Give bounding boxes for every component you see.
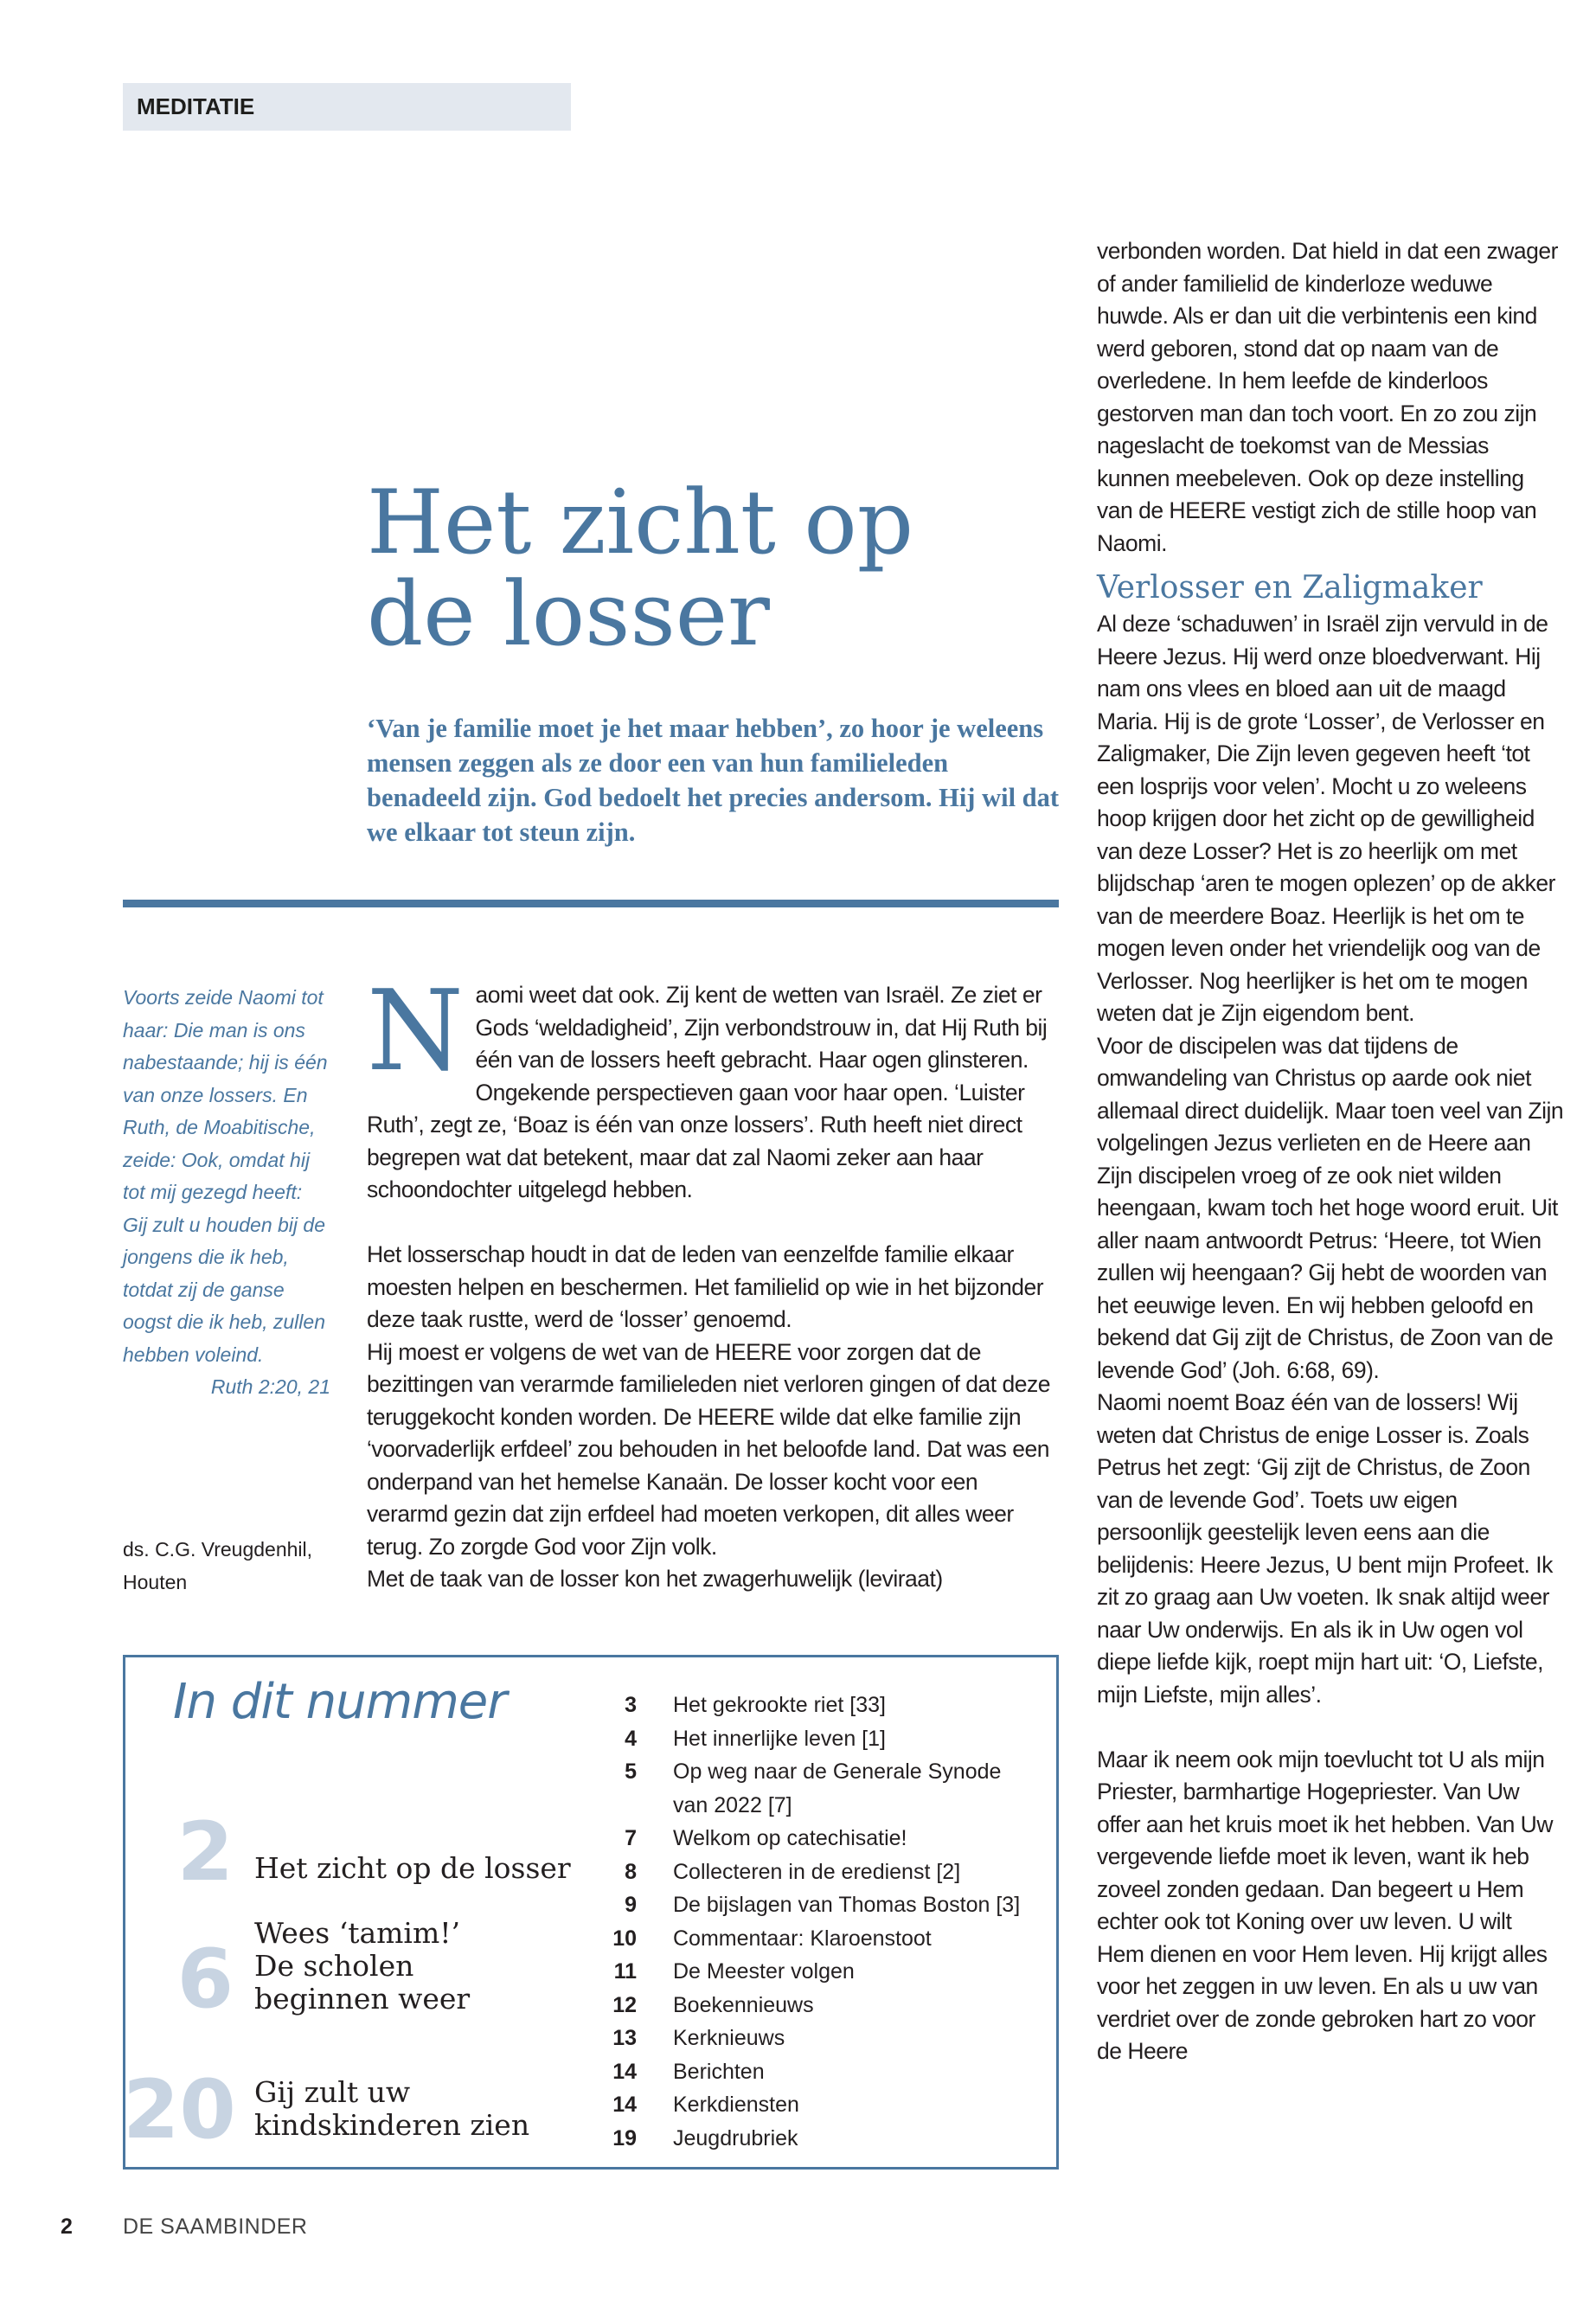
toc-item[interactable]: 10 Commentaar: Klaroenstoot	[612, 1926, 932, 1951]
featured-title[interactable]	[254, 1852, 571, 1885]
toc-item[interactable]: 12 Boekennieuws	[612, 1992, 814, 2017]
paragraph: Naomi weet dat ook. Zij kent de wetten van Israël. Ze ziet er Gods ‘weldadigheid’, Zijn verbondstrouw in, dat Hij Ruth bij één van de lossers heeft gebracht. Haar ogen glinsteren. Ongekende perspectieven gaan voor haar open. ‘Luister Ruth’, zegt ze, ‘Boaz is één van onze lossers’. Ruth heeft niet direct begrepen wat dat betekent, maar dat zal Naomi zeker aan haar schoondochter uitgelegd hebben.	[367, 967, 1048, 1202]
contents-title: In dit nummer	[173, 1674, 507, 1730]
toc-item[interactable]: 8 Collecteren in de eredienst [2]	[625, 1859, 961, 1884]
paragraph: Met de taak van de losser kon het zwagerhuwelijk (leviraat)	[367, 1566, 943, 1592]
author-location: Houten	[123, 1570, 188, 1593]
paragraph: Maar ik neem ook mijn toevlucht tot U als mijn Priester, barmhartige Hogepriester. Van Uw offer aan het kruis moet ik het hebben. Van Uw vergevende liefde moet ik leven, want ik heb zoveel zonden gedaan. Dan begeert u Hem echter ook tot Koning over uw leven. U wilt Hem dienen en voor Hem leven. Hij krijgt alles voor het zeggen in uw leven. En als u uw van verdriet over de zonde gebroken hart zo voor de Heere	[1097, 1746, 1553, 2064]
quote-text: Voorts zeide Naomi tot haar: Die man is ons nabestaande; hij is één van onze lossers. En Ruth, de Moabitische, zeide: Ook, omdat hij tot mij gezegd heeft: Gij zult u houden bij de jongens die ik heb, totdat zij de ganse oogst die ik heb, zullen hebben voleind.	[123, 986, 328, 1366]
article-title	[367, 471, 972, 666]
author-credit	[123, 1534, 348, 1599]
featured-title-line: kindskinderen zien	[254, 2108, 530, 2142]
featured-page-number: 20	[123, 2063, 236, 2157]
toc-item-continued[interactable]: van 2022 [7]	[673, 1792, 792, 1817]
featured-page-number: 2	[176, 1805, 234, 1900]
title-line-2: de losser	[367, 563, 770, 666]
contents-list	[588, 1689, 1038, 2155]
featured-title[interactable]	[254, 2076, 529, 2142]
featured-item[interactable]	[123, 1805, 234, 1900]
featured-title-line: beginnen weer	[254, 1982, 471, 2016]
bible-quote	[123, 982, 330, 1404]
paragraph: Voor de discipelen was dat tijdens de omwandeling van Christus op aarde ook niet allemaal direct duidelijk. Maar toen veel van Zijn volgelingen Jezus verlieten en de Heere aan Zijn discipelen vroeg of ze ook niet wilden heengaan, kwam toch het hoge woord eruit. Uit aller naam antwoordt Petrus: ‘Heere, tot Wien zullen wij heengaan? Gij hebt de woorden van het eeuwige leven. En wij hebben geloofd en bekend dat Gij zijt de Christus, de Zoon van de levende God’ (Joh. 6:68, 69).	[1097, 1032, 1564, 1383]
featured-title-line: De scholen	[254, 1949, 414, 1983]
toc-item[interactable]: 14 Kerkdiensten	[612, 2093, 799, 2117]
drop-cap: N	[367, 967, 464, 1096]
featured-page-number: 6	[176, 1932, 234, 2027]
toc-item[interactable]: 13 Kerknieuws	[612, 2026, 785, 2050]
featured-title-line: Het zicht op de losser	[254, 1851, 571, 1885]
toc-item[interactable]: 4 Het innerlijke leven [1]	[625, 1726, 886, 1751]
toc-item[interactable]: 14 Berichten	[612, 2059, 765, 2084]
subheading: Verlosser en Zaligmaker	[1097, 570, 1483, 606]
featured-title-line: Gij zult uw	[254, 2075, 411, 2109]
toc-item[interactable]: 7 Welkom op catechisatie!	[625, 1826, 907, 1850]
toc-item[interactable]: 3 Het gekrookte riet [33]	[625, 1693, 886, 1717]
paragraph: verbonden worden. Dat hield in dat een zwager of ander familielid de kinderloze weduwe huwde. Als er dan uit die verbintenis een kind werd geboren, stond dat op naam van de overledene. In hem leefde de kinderloos gestorven man dan toch voort. En zo zou zijn nageslacht de toekomst van de Messias kunnen meebeleven. Ook op deze instelling van de HEERE vestigt zich de stille hoop van Naomi.	[1097, 238, 1558, 556]
featured-item[interactable]	[123, 2063, 236, 2157]
toc-item[interactable]: 9 De bijslagen van Thomas Boston [3]	[625, 1893, 1021, 1917]
toc-item[interactable]: 11 De Meester volgen	[613, 1959, 855, 1984]
paragraph: Al deze ‘schaduwen’ in Israël zijn vervuld in de Heere Jezus. Hij werd onze bloedverwant. Hij nam ons vlees en bloed aan uit de maagd Maria. Hij is de grote ‘Losser’, de Verlosser en Zaligmaker, Die Zijn leven gegeven heeft ‘tot een losprijs voor velen’. Mocht u zo weleens hoop krijgen door het zicht op de gewilligheid van deze Losser? Het is zo heerlijk om met blijdschap ‘aren te mogen oplezen’ op de akker van de meerdere Boaz. Heerlijk is het om te mogen leven onder het vriendelijk oog van de Verlosser. Nog heerlijker is het om te mogen weten dat je Zijn eigendom bent.	[1097, 611, 1555, 1026]
paragraph: Naomi noemt Boaz één van de lossers! Wij weten dat Christus de enige Losser is. Zoals Petrus het zegt: ‘Gij zijt de Christus, de Zoon van de levende God’. Toets uw eigen persoonlijk geestelijk leven eens aan die belijdenis: Heere Jezus, U bent mijn Profeet. Ik zit zo graag aan Uw voeten. Ik snak altijd weer naar Uw onderwijs. En als ik in Uw ogen vol diepe liefde kijk, roept mijn hart uit: ‘O, Liefste, mijn Liefste, mijn alles’.	[1097, 1389, 1553, 1708]
featured-title[interactable]	[254, 1917, 470, 2016]
featured-item[interactable]	[123, 1932, 234, 2027]
article-intro: ‘Van je familie moet je het maar hebben’, zo hoor je weleens mensen zeggen als ze door een van hun familieleden benadeeld zijn. God bedoelt het precies andersom. Hij wil dat we elkaar tot steun zijn.	[367, 714, 1060, 847]
body-column-right	[1097, 235, 1564, 2068]
author-name: ds. C.G. Vreugdenhil,	[123, 1538, 313, 1561]
publication-name: DE SAAMBINDER	[123, 2214, 308, 2239]
toc-item[interactable]: 19 Jeugdrubriek	[612, 2125, 798, 2150]
featured-title-line: Wees ‘tamim!’	[254, 1916, 461, 1950]
title-line-1: Het zicht op	[367, 471, 914, 574]
paragraph: Hij moest er volgens de wet van de HEERE voor zorgen dat de bezittingen van verarmde familieleden niet verloren gingen of dat deze teruggekocht konden worden. De HEERE wilde dat elke familie zijn ‘voorvaderlijk erfdeel’ zou behouden in het beloofde land. Dat was een onderpand van het hemelse Kanaän. De losser kocht voor een verarmd gezin dat zijn erfdeel had moeten verkopen, dit alles weer terug. Zo zorgde God voor Zijn volk.	[367, 1338, 1050, 1560]
paragraph: Het losserschap houdt in dat de leden van eenzelfde familie elkaar moesten helpen en beschermen. Het familielid op wie in het bijzonder deze taak rustte, werd de ‘losser’ genoemd.	[367, 1241, 1044, 1332]
divider-rule	[123, 900, 1059, 907]
toc-item[interactable]: 5 Op weg naar de Generale Synode	[625, 1759, 1002, 1784]
quote-reference: Ruth 2:20, 21	[210, 1375, 330, 1398]
section-tag: MEDITATIE	[123, 83, 571, 131]
body-column-middle	[367, 967, 1059, 1596]
page-number: 2	[61, 2214, 73, 2239]
